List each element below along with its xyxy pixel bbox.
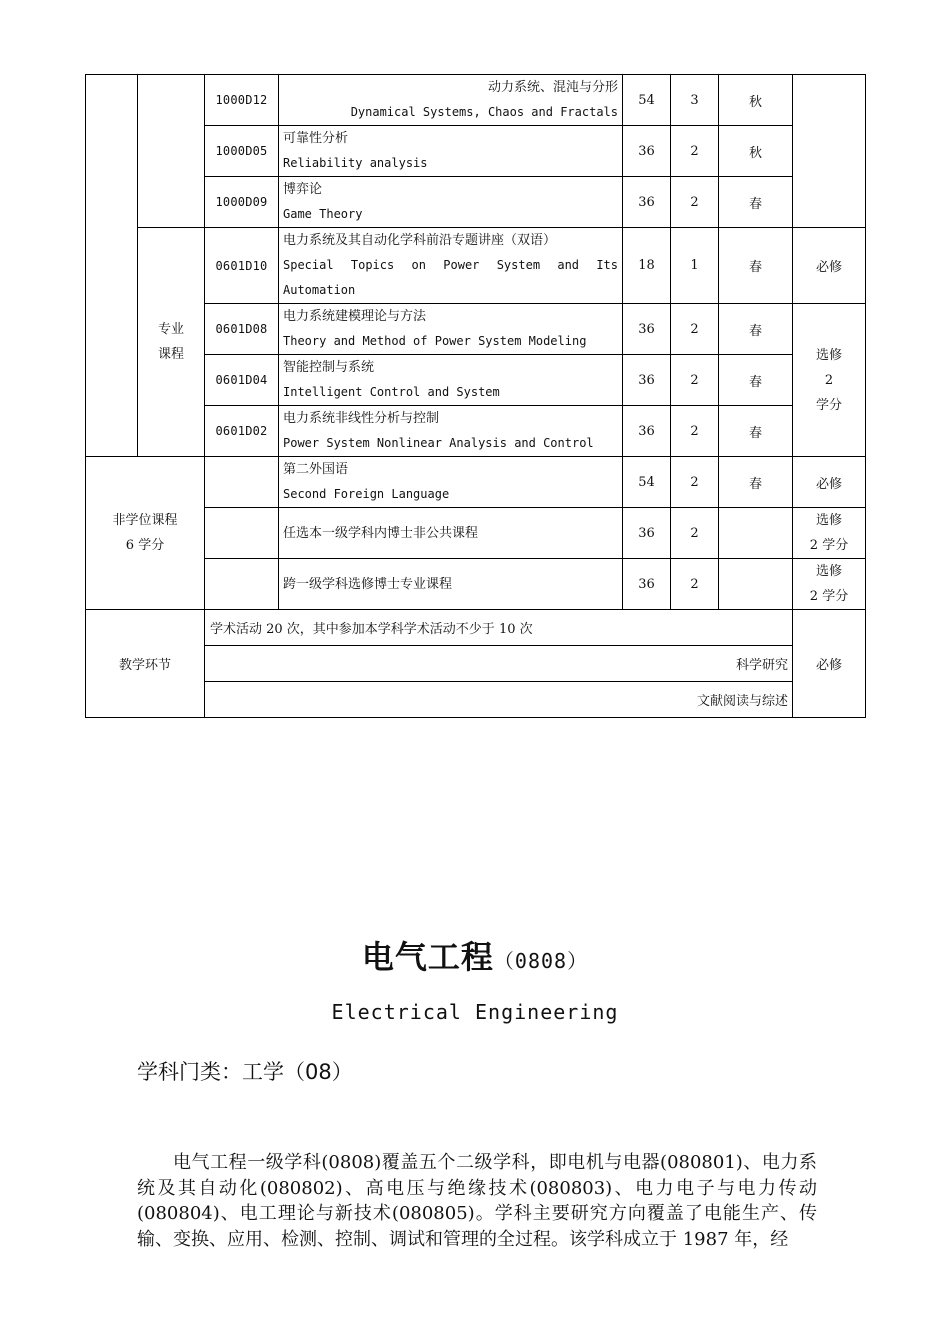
course-name-zh: 电力系统建模理论与方法 — [283, 309, 427, 324]
course-name-en: Power System Nonlinear Analysis and Control — [283, 436, 594, 450]
course-name-zh: 电力系统非线性分析与控制 — [283, 411, 440, 426]
course-name-en-cont: Automation — [283, 283, 356, 297]
nondegree-label-line1: 非学位课程 — [112, 513, 178, 528]
course-name — [279, 126, 623, 177]
course-credits: 2 — [671, 457, 719, 508]
course-term: 春 — [719, 457, 793, 508]
course-note: 必修 — [793, 228, 866, 304]
professional-course-label — [138, 228, 205, 457]
table-row — [86, 610, 866, 646]
course-code: 1000D05 — [205, 126, 279, 177]
course-term: 春 — [719, 304, 793, 355]
course-name: 跨一级学科选修博士专业课程 — [279, 559, 623, 610]
course-term: 春 — [719, 355, 793, 406]
elective-note-line3: 学分 — [815, 397, 842, 413]
course-name-zh: 第二外国语 — [283, 462, 349, 477]
course-name — [279, 75, 623, 126]
nondegree-course-label — [86, 457, 205, 610]
professional-label-line2: 课程 — [157, 347, 184, 362]
course-hours: 36 — [623, 177, 671, 228]
intro-paragraph: 电气工程一级学科(0808)覆盖五个二级学科，即电机与电器(080801)、电力系统及其自动化(080802)、高电压与绝缘技术(080803)、电力电子与电力传动(080804)、电工理论与新技术(080805)。学科主要研究方向覆盖了电能生产、传输、变换、应用、检测、控制、调试和管理的全过程。该学科成立于 1987 年，经 — [137, 1152, 817, 1250]
course-hours: 36 — [623, 559, 671, 610]
teaching-item: 文献阅读与综述 — [205, 682, 793, 718]
course-name — [279, 457, 623, 508]
course-hours: 54 — [623, 75, 671, 126]
table-row — [86, 228, 866, 304]
note-cell-empty — [793, 75, 866, 228]
course-term: 春 — [719, 177, 793, 228]
course-name-en: Reliability analysis — [283, 156, 428, 170]
course-name: 任选本一级学科内博士非公共课程 — [279, 508, 623, 559]
course-term-empty — [719, 559, 793, 610]
course-credits: 2 — [671, 406, 719, 457]
course-name-en: Second Foreign Language — [283, 487, 450, 501]
course-term: 秋 — [719, 75, 793, 126]
title-zh: 电气工程 — [361, 938, 494, 976]
title-code: （0808） — [493, 949, 589, 973]
teaching-note: 必修 — [793, 610, 866, 718]
course-term: 春 — [719, 228, 793, 304]
course-name-zh: 智能控制与系统 — [283, 360, 375, 375]
course-note-line1: 选修 — [815, 513, 842, 528]
course-name-zh: 博弈论 — [283, 182, 323, 197]
elective-note-line2: 2 — [824, 372, 834, 388]
course-credits: 2 — [671, 177, 719, 228]
course-code: 0601D04 — [205, 355, 279, 406]
course-name-en: Theory and Method of Power System Modeling — [283, 334, 587, 348]
course-note-line1: 选修 — [815, 564, 842, 579]
course-hours: 36 — [623, 355, 671, 406]
course-credits: 2 — [671, 508, 719, 559]
title-en: Electrical Engineering — [331, 1000, 619, 1024]
course-hours: 36 — [623, 126, 671, 177]
elective-note — [793, 304, 866, 457]
course-name — [279, 177, 623, 228]
course-hours: 36 — [623, 508, 671, 559]
course-hours: 36 — [623, 406, 671, 457]
course-code: 0601D10 — [205, 228, 279, 304]
course-code-empty — [205, 559, 279, 610]
course-term: 春 — [719, 406, 793, 457]
course-note-line2: 2 学分 — [809, 589, 849, 604]
course-code: 0601D02 — [205, 406, 279, 457]
course-note — [793, 508, 866, 559]
section-title — [0, 932, 950, 978]
teaching-item: 学术活动 20 次，其中参加本学科学术活动不少于 10 次 — [205, 610, 793, 646]
course-hours: 36 — [623, 304, 671, 355]
table-row — [86, 457, 866, 508]
course-code-empty — [205, 457, 279, 508]
course-note-line2: 2 学分 — [809, 538, 849, 553]
course-name-en: Dynamical Systems, Chaos and Fractals — [350, 105, 618, 119]
course-name-zh: 电力系统及其自动化学科前沿专题讲座（双语） — [283, 233, 557, 248]
table-row — [86, 75, 866, 126]
course-hours: 18 — [623, 228, 671, 304]
course-name-en: Special Topics on Power System and Its — [283, 258, 618, 272]
course-term: 秋 — [719, 126, 793, 177]
course-code: 0601D08 — [205, 304, 279, 355]
course-name-zh: 可靠性分析 — [283, 131, 349, 146]
course-credits: 2 — [671, 126, 719, 177]
course-name — [279, 406, 623, 457]
course-name-en: Intelligent Control and System — [283, 385, 500, 399]
course-credits: 2 — [671, 355, 719, 406]
course-name-zh: 动力系统、混沌与分形 — [487, 80, 618, 95]
nondegree-label-line2: 6 学分 — [125, 538, 165, 553]
course-name-en: Game Theory — [283, 207, 363, 221]
course-name — [279, 355, 623, 406]
course-code: 1000D09 — [205, 177, 279, 228]
discipline-category: 学科门类：工学（08） — [137, 1060, 353, 1084]
professional-label-line1: 专业 — [157, 322, 184, 337]
course-name — [279, 304, 623, 355]
elective-note-line1: 选修 — [815, 347, 842, 363]
course-note: 必修 — [793, 457, 866, 508]
course-note — [793, 559, 866, 610]
course-hours: 54 — [623, 457, 671, 508]
course-name — [279, 228, 623, 304]
course-credits: 2 — [671, 559, 719, 610]
teaching-label: 教学环节 — [86, 610, 205, 718]
course-credits: 3 — [671, 75, 719, 126]
course-table — [85, 74, 866, 718]
course-code: 1000D12 — [205, 75, 279, 126]
course-credits: 1 — [671, 228, 719, 304]
subcategory-cell-empty — [138, 75, 205, 228]
course-term-empty — [719, 508, 793, 559]
course-credits: 2 — [671, 304, 719, 355]
teaching-item: 科学研究 — [205, 646, 793, 682]
course-code-empty — [205, 508, 279, 559]
category-cell-empty — [86, 75, 138, 457]
